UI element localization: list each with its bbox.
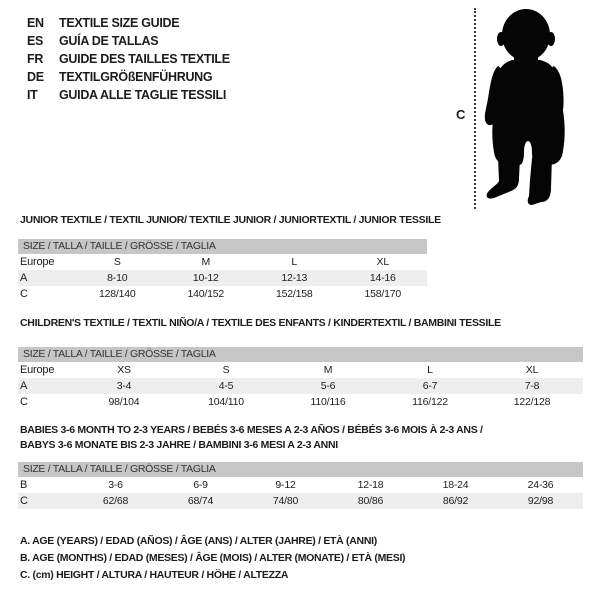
table-cell: XL [525,364,539,376]
table-cell: L [427,364,433,376]
table-cell: 7-8 [524,380,540,392]
language-title: TEXTILGRÖßENFÜHRUNG [59,70,213,84]
junior-table-title [20,213,441,228]
footnote-line: C. (cm) HEIGHT / ALTURA / HAUTEUR / HÖHE / ALTEZZA [20,569,289,581]
table-cell: 74/80 [272,495,299,507]
row-label: A [20,380,28,392]
row-label: C [20,495,28,507]
table-title-line: CHILDREN'S TEXTILE / TEXTIL NIÑO/A / TEXTILE DES ENFANTS / KINDERTEXTIL / BAMBINI TESSILE [20,317,501,329]
table-cell: 86/92 [442,495,469,507]
height-measure-label: C [456,107,466,122]
language-code: FR [27,52,44,66]
toddler-silhouette-shape [485,9,565,205]
row-label: Europe [20,256,55,268]
table-cell: M [323,364,333,376]
language-title: GUIDA ALLE TAGLIE TESSILI [59,88,227,102]
table-cell: 116/122 [412,396,448,408]
table-cell: 8-10 [107,272,128,284]
language-title: GUÍA DE TALLAS [59,34,159,48]
table-cell: 80/86 [357,495,384,507]
babies-size-section [18,424,583,509]
table-row [18,286,427,302]
children-size-section [18,317,583,410]
table-cell: 158/170 [364,288,402,300]
row-label: C [20,288,28,300]
height-measure-dotted-line [474,8,476,209]
table-row [18,362,583,378]
table-cell: 24-36 [527,479,554,491]
table-cell: S [222,364,230,376]
table-cell: 140/152 [187,288,225,300]
row-label: C [20,396,28,408]
table-row [18,270,427,286]
table-cell: 9-12 [275,479,296,491]
footnote-line: A. AGE (YEARS) / EDAD (AÑOS) / ÂGE (ANS) / ALTER (JAHRE) / ETÀ (ANNI) [20,535,377,547]
language-code: ES [27,34,44,48]
language-row [27,86,230,104]
language-code: EN [27,16,44,30]
table-cell: 98/104 [108,396,140,408]
footnote-line: B. AGE (MONTHS) / EDAD (MESES) / ÂGE (MOIS) / ALTER (MONATE) / ETÀ (MESI) [20,552,406,564]
size-header-band: SIZE / TALLA / TAILLE / GRÖSSE / TAGLIA [18,462,583,477]
language-row [27,32,230,50]
table-row [18,378,583,394]
row-label: B [20,479,28,491]
legend-footnotes [20,533,405,584]
table-title-line: BABIES 3-6 MONTH TO 2-3 YEARS / BEBÉS 3-6 MESES A 2-3 AÑOS / BÉBÉS 3-6 MOIS À 2-3 ANS / [20,424,483,436]
size-header-band: SIZE / TALLA / TAILLE / GRÖSSE / TAGLIA [18,347,583,362]
table-cell: 104/110 [208,396,244,408]
row-label: A [20,272,28,284]
table-cell: 12-18 [357,479,384,491]
language-title: GUIDE DES TAILLES TEXTILE [59,52,230,66]
children-table-title [20,316,501,331]
babies-table-title [20,423,483,453]
table-row [18,394,583,410]
table-title-line: JUNIOR TEXTILE / TEXTIL JUNIOR/ TEXTILE JUNIOR / JUNIORTEXTIL / JUNIOR TESSILE [20,214,441,226]
table-title-line: BABYS 3-6 MONATE BIS 2-3 JAHRE / BAMBINI 3-6 MESI A 2-3 ANNI [20,439,338,451]
toddler-silhouette-image [484,8,574,210]
table-cell: 62/68 [102,495,129,507]
table-row [18,493,583,509]
row-label: Europe [20,364,55,376]
language-title: TEXTILE SIZE GUIDE [59,16,180,30]
table-cell: XS [117,364,131,376]
children-size-table [18,347,583,410]
table-cell: 110/116 [310,396,346,408]
table-cell: 128/140 [98,288,136,300]
language-row [27,68,230,86]
table-cell: 6-7 [422,380,438,392]
table-cell: 3-6 [108,479,123,491]
table-cell: 14-16 [369,272,396,284]
table-cell: M [201,256,211,268]
table-cell: 3-4 [116,380,132,392]
table-cell: 18-24 [442,479,469,491]
table-cell: S [113,256,121,268]
language-code: IT [27,88,38,102]
table-cell: 10-12 [192,272,219,284]
table-cell: 5-6 [320,380,336,392]
size-header-band: SIZE / TALLA / TAILLE / GRÖSSE / TAGLIA [18,239,427,254]
language-code: DE [27,70,44,84]
table-row [18,477,583,493]
babies-size-table [18,462,583,509]
table-cell: XL [376,256,389,268]
junior-size-section [18,214,441,302]
language-row [27,14,230,32]
table-cell: 122/128 [513,396,551,408]
table-row [18,254,427,270]
table-cell: 12-13 [281,272,308,284]
language-row [27,50,230,68]
table-cell: 68/74 [187,495,214,507]
table-cell: 152/158 [275,288,313,300]
junior-size-table [18,239,427,302]
table-cell: L [291,256,298,268]
table-cell: 4-5 [218,380,234,392]
table-cell: 92/98 [527,495,554,507]
table-cell: 6-9 [193,479,208,491]
language-list [27,14,230,104]
